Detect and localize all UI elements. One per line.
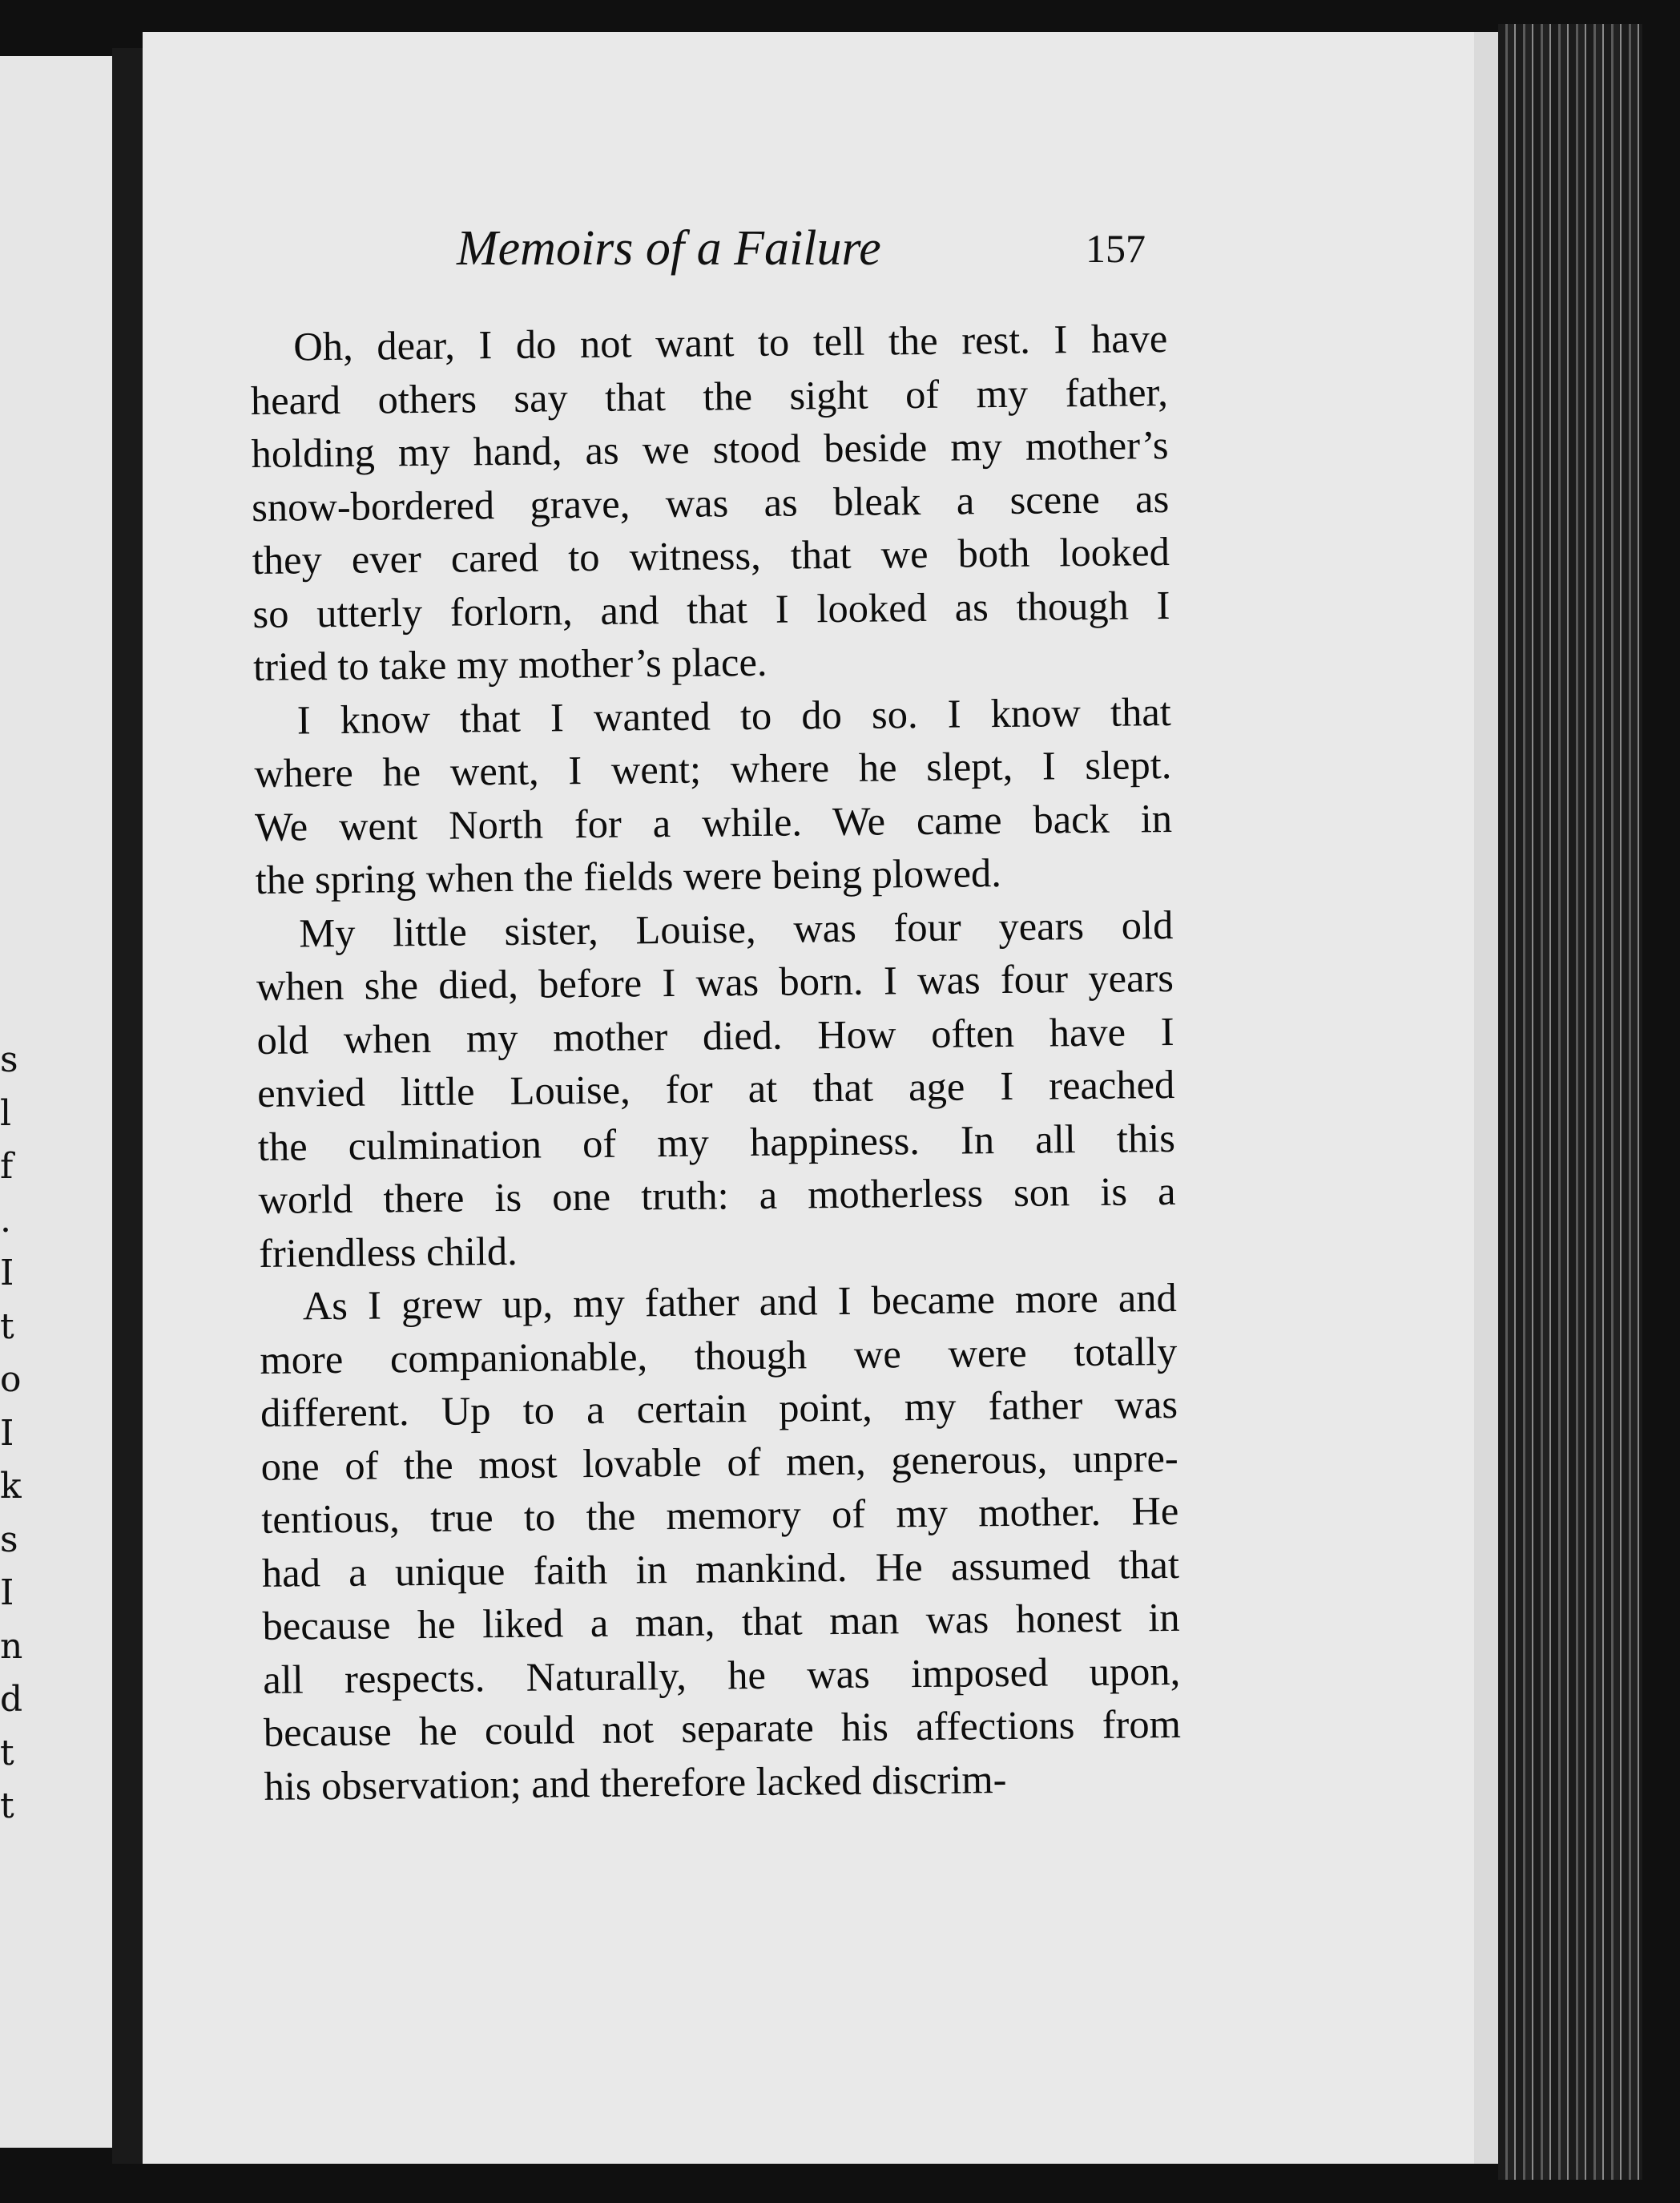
- text-line: I know that I wanted to do so. I know that: [296, 688, 1172, 742]
- text-line: because he liked a man, that man was honest in: [262, 1594, 1180, 1648]
- left-edge-letter: I: [0, 1253, 14, 1293]
- left-facing-page: [0, 56, 112, 2148]
- left-edge-letter: t: [0, 1305, 14, 1347]
- left-edge-letter: t: [0, 1732, 14, 1773]
- left-edge-letter: t: [0, 1785, 14, 1826]
- text-line: holding my hand, as we stood beside my mother’s: [251, 422, 1169, 476]
- text-line: As I grew up, my father and I became more and: [302, 1274, 1178, 1329]
- text-line: when she died, before I was born. I was four years: [256, 954, 1174, 1009]
- text-line: Oh, dear, I do not want to tell the rest. I have: [293, 316, 1168, 369]
- left-edge-letter: I: [0, 1572, 14, 1613]
- text-line: had a unique faith in mankind. He assumed that: [261, 1541, 1180, 1596]
- text-line: the culmination of my happiness. In all this: [257, 1115, 1176, 1169]
- left-edge-letter: k: [0, 1466, 22, 1507]
- page-header: [0, 216, 1680, 280]
- paragraph: [256, 898, 1176, 1279]
- paragraph: [253, 684, 1173, 906]
- left-edge-letter: s: [0, 1039, 18, 1080]
- text-line: because he could not separate his affections from: [263, 1701, 1182, 1755]
- left-edge-letter: o: [0, 1359, 22, 1400]
- text-line: My little sister, Louise, was four years old: [299, 902, 1174, 955]
- running-title: Memoirs of a Failure: [457, 221, 881, 276]
- text-line: one of the most lovable of men, generous, unpre-: [260, 1434, 1178, 1489]
- left-edge-letter: I: [0, 1412, 14, 1454]
- text-line: snow-bordered grave, was as bleak a scene as: [251, 475, 1170, 530]
- text-line: all respects. Naturally, he was imposed upon,: [263, 1648, 1181, 1702]
- left-edge-letter: s: [0, 1519, 18, 1560]
- text-line: tentious, true to the memory of my mother. He: [261, 1487, 1179, 1542]
- text-line: where he went, I went; where he slept, I slept.: [254, 741, 1172, 796]
- left-edge-letter: .: [0, 1199, 11, 1241]
- left-edge-letter: d: [0, 1679, 23, 1720]
- text-line: so utterly forlorn, and that I looked as though I: [252, 582, 1170, 636]
- body-text: [250, 312, 1182, 1813]
- text-line: We went North for a while. We came back in: [254, 795, 1173, 849]
- text-line: tried to take my mother’s place.: [252, 639, 767, 689]
- left-page-edge-text: [0, 1034, 24, 1834]
- text-line: the spring when the fields were being plowed.: [255, 850, 1002, 902]
- left-edge-letter: l: [0, 1092, 12, 1134]
- text-line: different. Up to a certain point, my father was: [260, 1381, 1178, 1435]
- text-line: more companionable, though we were totally: [260, 1328, 1178, 1382]
- left-edge-letter: n: [0, 1625, 23, 1667]
- text-line: world there is one truth: a motherless son is a: [258, 1168, 1176, 1222]
- paragraph: [259, 1271, 1181, 1813]
- text-line: envied little Louise, for at that age I reached: [256, 1061, 1175, 1116]
- text-line: his observation; and therefore lacked discrim-: [264, 1756, 1007, 1809]
- text-line: friendless child.: [258, 1228, 518, 1276]
- text-line: heard others say that the sight of my father,: [250, 369, 1169, 423]
- stacked-page-edges: [1498, 24, 1642, 2180]
- page-number: 157: [1086, 226, 1146, 271]
- text-line: old when my mother died. How often have I: [256, 1008, 1174, 1063]
- text-line: they ever cared to witness, that we both looked: [252, 528, 1170, 583]
- paragraph: [250, 312, 1170, 693]
- left-edge-letter: f: [0, 1146, 14, 1187]
